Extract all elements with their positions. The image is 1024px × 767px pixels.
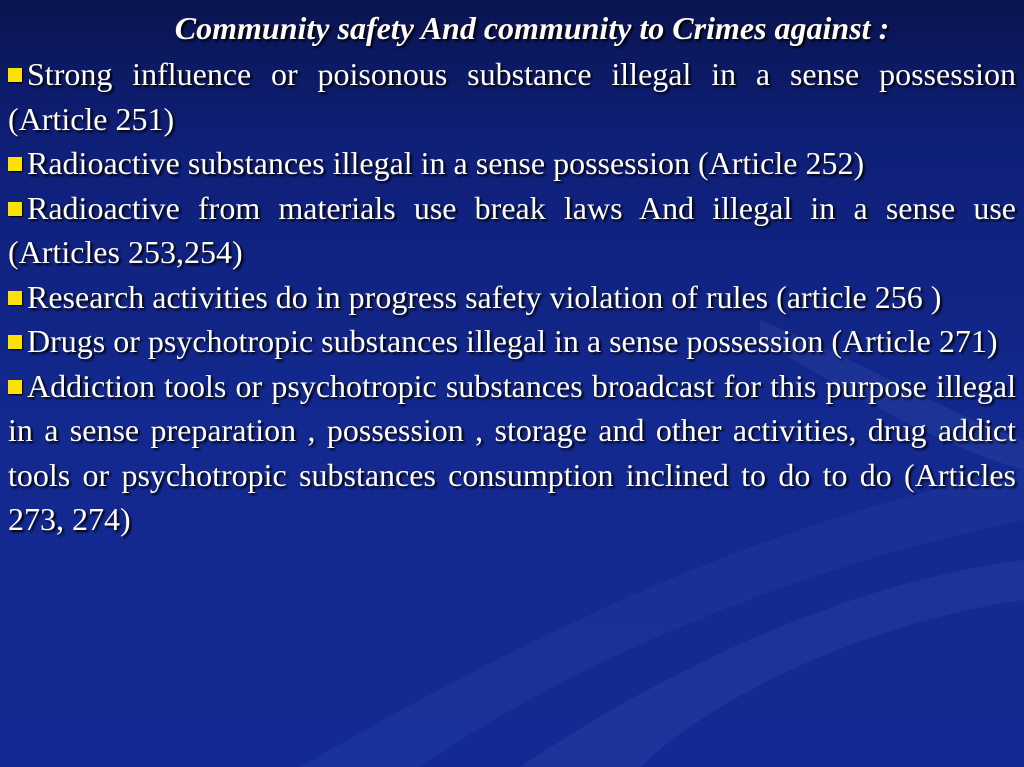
list-item (8, 319, 1016, 364)
list-item (8, 364, 1016, 542)
list-item-text: Drugs or psychotropic substances illegal in a sense possession (Article 271) (27, 323, 998, 359)
list-item-text: Strong influence or poisonous substance illegal in a sense possession (Article 251) (8, 56, 1016, 137)
slide-title: Community safety And community to Crimes against : (174, 10, 890, 46)
list-item-text: Radioactive substances illegal in a sense possession (Article 252) (27, 145, 865, 181)
list-item-text: Radioactive from materials use break laws And illegal in a sense use (Articles 253,254) (8, 189, 1016, 270)
square-bullet-icon (8, 202, 22, 216)
square-bullet-icon (8, 68, 22, 82)
square-bullet-icon (8, 335, 22, 349)
square-bullet-icon (8, 380, 22, 394)
list-item (8, 141, 1016, 186)
list-item (8, 52, 1016, 141)
square-bullet-icon (8, 291, 22, 305)
bullet-list (8, 52, 1016, 542)
list-item (8, 275, 1016, 320)
square-bullet-icon (8, 157, 22, 171)
list-item (8, 186, 1016, 275)
list-item-text: Addiction tools or psychotropic substances broadcast for this purpose illegal in a sense preparation , possession , storage and other activities, drug addict tools or psychotropic substances consumption inclined to do to do (Articles 273, 274) (8, 367, 1016, 537)
list-item-text: Research activities do in progress safety violation of rules (article 256 ) (27, 278, 942, 315)
